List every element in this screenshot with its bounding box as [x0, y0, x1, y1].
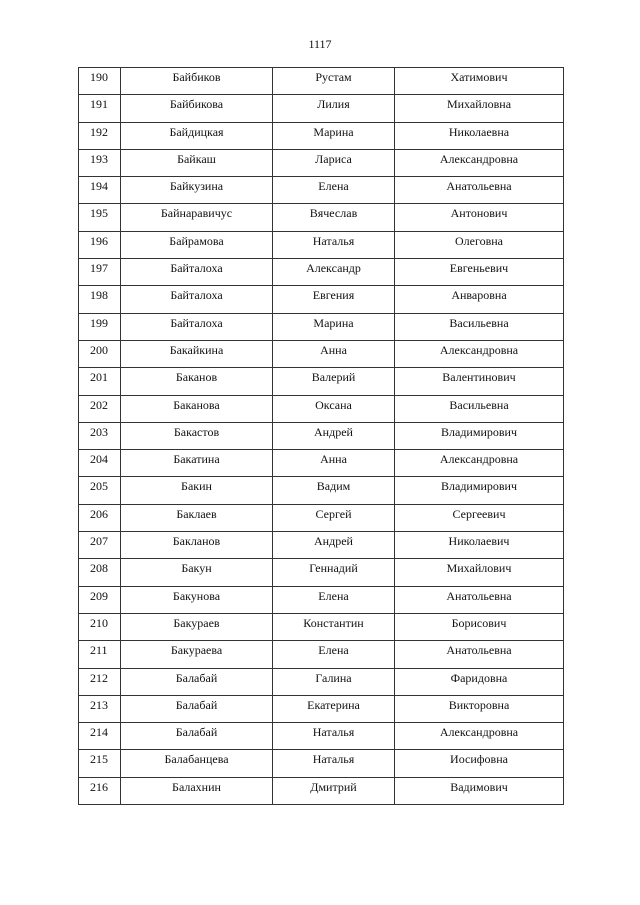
first-name-cell: Валерий: [273, 368, 395, 395]
first-name-cell: Марина: [273, 313, 395, 340]
patronymic-cell: Александровна: [395, 149, 564, 176]
first-name-cell: Александр: [273, 259, 395, 286]
table-row: [79, 177, 564, 204]
patronymic-cell: Владимирович: [395, 422, 564, 449]
last-name-cell: Бакайкина: [121, 340, 273, 367]
last-name-cell: Бакин: [121, 477, 273, 504]
names-table: [78, 67, 564, 805]
table-row: [79, 613, 564, 640]
first-name-cell: Лариса: [273, 149, 395, 176]
first-name-cell: Константин: [273, 613, 395, 640]
table-row: [79, 313, 564, 340]
patronymic-cell: Владимирович: [395, 477, 564, 504]
patronymic-cell: Анатольевна: [395, 177, 564, 204]
row-number-cell: 199: [79, 313, 121, 340]
names-table-body: [79, 68, 564, 805]
last-name-cell: Байбикова: [121, 95, 273, 122]
table-row: [79, 477, 564, 504]
row-number-cell: 204: [79, 450, 121, 477]
table-row: [79, 395, 564, 422]
table-row: [79, 204, 564, 231]
last-name-cell: Балабай: [121, 723, 273, 750]
row-number-cell: 207: [79, 532, 121, 559]
row-number-cell: 190: [79, 68, 121, 95]
last-name-cell: Байрамова: [121, 231, 273, 258]
first-name-cell: Елена: [273, 586, 395, 613]
first-name-cell: Марина: [273, 122, 395, 149]
last-name-cell: Бакун: [121, 559, 273, 586]
patronymic-cell: Анатольевна: [395, 586, 564, 613]
first-name-cell: Анна: [273, 450, 395, 477]
table-row: [79, 777, 564, 804]
first-name-cell: Елена: [273, 641, 395, 668]
patronymic-cell: Анатольевна: [395, 641, 564, 668]
first-name-cell: Вадим: [273, 477, 395, 504]
patronymic-cell: Сергеевич: [395, 504, 564, 531]
last-name-cell: Байнаравичус: [121, 204, 273, 231]
row-number-cell: 201: [79, 368, 121, 395]
patronymic-cell: Николаевна: [395, 122, 564, 149]
first-name-cell: Лилия: [273, 95, 395, 122]
patronymic-cell: Александровна: [395, 450, 564, 477]
patronymic-cell: Борисович: [395, 613, 564, 640]
table-row: [79, 122, 564, 149]
first-name-cell: Геннадий: [273, 559, 395, 586]
table-row: [79, 149, 564, 176]
last-name-cell: Бакураева: [121, 641, 273, 668]
first-name-cell: Наталья: [273, 231, 395, 258]
table-row: [79, 504, 564, 531]
row-number-cell: 208: [79, 559, 121, 586]
row-number-cell: 195: [79, 204, 121, 231]
last-name-cell: Бакураев: [121, 613, 273, 640]
table-row: [79, 750, 564, 777]
last-name-cell: Баклаев: [121, 504, 273, 531]
first-name-cell: Екатерина: [273, 695, 395, 722]
patronymic-cell: Хатимович: [395, 68, 564, 95]
row-number-cell: 206: [79, 504, 121, 531]
patronymic-cell: Валентинович: [395, 368, 564, 395]
last-name-cell: Балабай: [121, 695, 273, 722]
row-number-cell: 196: [79, 231, 121, 258]
last-name-cell: Балабай: [121, 668, 273, 695]
first-name-cell: Елена: [273, 177, 395, 204]
last-name-cell: Бакунова: [121, 586, 273, 613]
last-name-cell: Баканова: [121, 395, 273, 422]
first-name-cell: Анна: [273, 340, 395, 367]
table-row: [79, 259, 564, 286]
row-number-cell: 197: [79, 259, 121, 286]
patronymic-cell: Васильевна: [395, 313, 564, 340]
row-number-cell: 205: [79, 477, 121, 504]
last-name-cell: Байталоха: [121, 259, 273, 286]
first-name-cell: Наталья: [273, 723, 395, 750]
patronymic-cell: Антонович: [395, 204, 564, 231]
row-number-cell: 214: [79, 723, 121, 750]
table-row: [79, 668, 564, 695]
patronymic-cell: Михайлович: [395, 559, 564, 586]
last-name-cell: Байталоха: [121, 313, 273, 340]
first-name-cell: Оксана: [273, 395, 395, 422]
first-name-cell: Андрей: [273, 422, 395, 449]
table-row: [79, 231, 564, 258]
patronymic-cell: Иосифовна: [395, 750, 564, 777]
table-row: [79, 286, 564, 313]
patronymic-cell: Фаридовна: [395, 668, 564, 695]
patronymic-cell: Васильевна: [395, 395, 564, 422]
last-name-cell: Байбиков: [121, 68, 273, 95]
patronymic-cell: Викторовна: [395, 695, 564, 722]
last-name-cell: Бакастов: [121, 422, 273, 449]
patronymic-cell: Евгеньевич: [395, 259, 564, 286]
last-name-cell: Баканов: [121, 368, 273, 395]
table-row: [79, 422, 564, 449]
row-number-cell: 192: [79, 122, 121, 149]
table-row: [79, 450, 564, 477]
first-name-cell: Наталья: [273, 750, 395, 777]
table-row: [79, 68, 564, 95]
row-number-cell: 216: [79, 777, 121, 804]
page-number: 1117: [308, 37, 332, 51]
row-number-cell: 211: [79, 641, 121, 668]
row-number-cell: 203: [79, 422, 121, 449]
last-name-cell: Балахнин: [121, 777, 273, 804]
last-name-cell: Байдицкая: [121, 122, 273, 149]
table-row: [79, 723, 564, 750]
last-name-cell: Байкаш: [121, 149, 273, 176]
patronymic-cell: Александровна: [395, 723, 564, 750]
table-row: [79, 340, 564, 367]
row-number-cell: 191: [79, 95, 121, 122]
table-row: [79, 559, 564, 586]
row-number-cell: 193: [79, 149, 121, 176]
row-number-cell: 200: [79, 340, 121, 367]
row-number-cell: 202: [79, 395, 121, 422]
row-number-cell: 212: [79, 668, 121, 695]
row-number-cell: 215: [79, 750, 121, 777]
row-number-cell: 198: [79, 286, 121, 313]
first-name-cell: Вячеслав: [273, 204, 395, 231]
last-name-cell: Балабанцева: [121, 750, 273, 777]
first-name-cell: Андрей: [273, 532, 395, 559]
patronymic-cell: Анваровна: [395, 286, 564, 313]
patronymic-cell: Олеговна: [395, 231, 564, 258]
last-name-cell: Бакатина: [121, 450, 273, 477]
row-number-cell: 210: [79, 613, 121, 640]
patronymic-cell: Александровна: [395, 340, 564, 367]
patronymic-cell: Николаевич: [395, 532, 564, 559]
first-name-cell: Галина: [273, 668, 395, 695]
last-name-cell: Бакланов: [121, 532, 273, 559]
table-row: [79, 695, 564, 722]
patronymic-cell: Вадимович: [395, 777, 564, 804]
first-name-cell: Рустам: [273, 68, 395, 95]
row-number-cell: 209: [79, 586, 121, 613]
first-name-cell: Сергей: [273, 504, 395, 531]
patronymic-cell: Михайловна: [395, 95, 564, 122]
first-name-cell: Дмитрий: [273, 777, 395, 804]
last-name-cell: Байталоха: [121, 286, 273, 313]
table-row: [79, 532, 564, 559]
table-row: [79, 641, 564, 668]
first-name-cell: Евгения: [273, 286, 395, 313]
row-number-cell: 213: [79, 695, 121, 722]
table-row: [79, 95, 564, 122]
last-name-cell: Байкузина: [121, 177, 273, 204]
row-number-cell: 194: [79, 177, 121, 204]
table-row: [79, 368, 564, 395]
table-row: [79, 586, 564, 613]
